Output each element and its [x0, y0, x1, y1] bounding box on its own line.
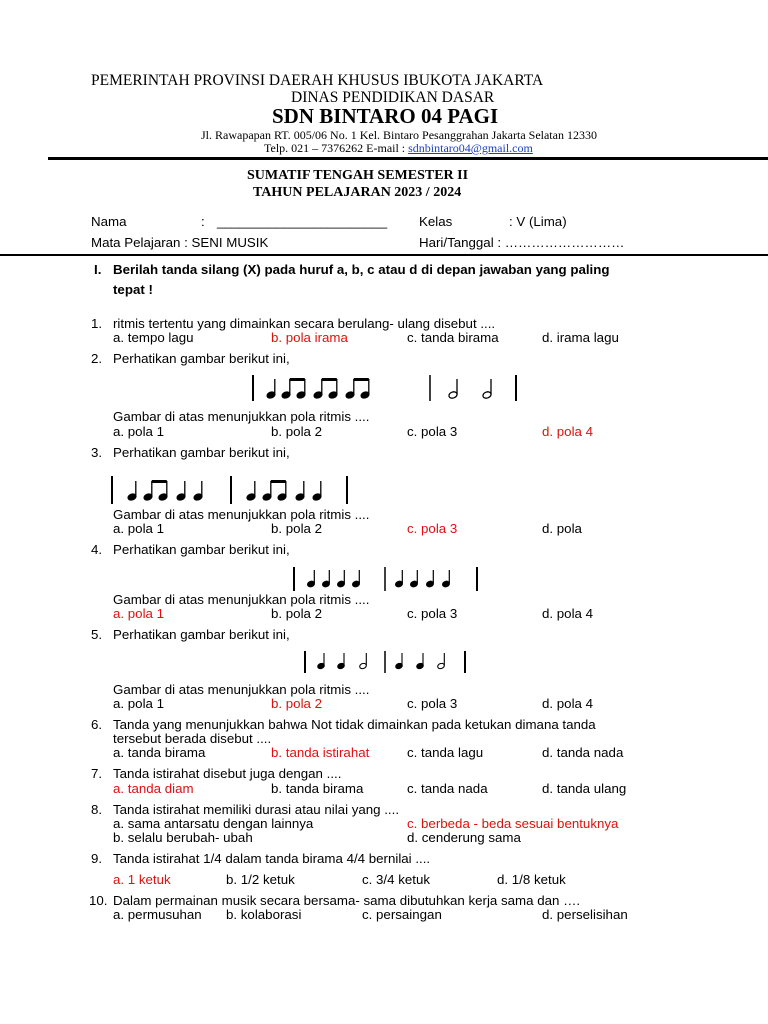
q3-number: 3.: [91, 445, 103, 460]
q4-text-2: Gambar di atas menunjukkan pola ritmis ....: [113, 592, 370, 607]
header-department: DINAS PENDIDIKAN DASAR: [291, 89, 495, 106]
q1-option-d[interactable]: d. irama lagu: [542, 330, 619, 345]
class-label: Kelas: [419, 214, 453, 229]
q6-number: 6.: [91, 717, 103, 732]
name-label: Nama: [91, 214, 127, 229]
q4-number: 4.: [91, 542, 103, 557]
q9-option-d[interactable]: d. 1/8 ketuk: [497, 872, 566, 887]
exam-title: SUMATIF TENGAH SEMESTER II: [247, 168, 469, 183]
q9-number: 9.: [91, 851, 103, 866]
q6-option-a[interactable]: a. tanda birama: [113, 745, 206, 760]
name-field[interactable]: _______________________: [217, 214, 388, 229]
q5-option-b[interactable]: b. pola 2: [271, 696, 323, 711]
q3-option-d[interactable]: d. pola: [542, 521, 582, 536]
email-link[interactable]: sdnbintaro04@gmail.com: [408, 141, 533, 155]
header-government: PEMERINTAH PROVINSI DAERAH KHUSUS IBUKOTA JAKARTA: [91, 72, 544, 89]
q3-text: Perhatikan gambar berikut ini,: [113, 445, 290, 460]
q4-option-d[interactable]: d. pola 4: [542, 606, 594, 621]
q4-option-c[interactable]: c. pola 3: [407, 606, 458, 621]
section-number: I.: [94, 262, 102, 277]
q2-number: 2.: [91, 351, 103, 366]
q7-number: 7.: [91, 766, 103, 781]
subject-label: Mata Pelajaran : SENI MUSIK: [91, 235, 269, 250]
q5-option-d[interactable]: d. pola 4: [542, 696, 594, 711]
phone-text: Telp. 021 – 7376262 E-mail :: [264, 141, 406, 155]
q7-option-b[interactable]: b. tanda birama: [271, 781, 364, 796]
q6-option-d[interactable]: d. tanda nada: [542, 745, 624, 760]
q6-text-2: tersebut berada disebut ....: [113, 731, 272, 746]
q10-text: Dalam permainan musik secara bersama- sama dibutuhkan kerja sama dan ….: [113, 893, 581, 908]
q6-text: Tanda yang menunjukkan bahwa Not tidak dimainkan pada ketukan dimana tanda: [113, 717, 596, 732]
q4-rhythm-notation: [288, 565, 484, 593]
q7-option-d[interactable]: d. tanda ulang: [542, 781, 627, 796]
section-instruction-cont: tepat !: [113, 282, 153, 297]
q3-option-b[interactable]: b. pola 2: [271, 521, 323, 536]
q9-text: Tanda istirahat 1/4 dalam tanda birama 4/4 bernilai ....: [113, 851, 431, 866]
q10-number: 10.: [89, 893, 108, 908]
school-address: Jl. Rawapapan RT. 005/06 No. 1 Kel. Bintaro Pesanggrahan Jakarta Selatan 12330: [201, 128, 597, 142]
q9-option-a[interactable]: a. 1 ketuk: [113, 872, 171, 887]
q6-option-c[interactable]: c. tanda lagu: [407, 745, 484, 760]
q5-number: 5.: [91, 627, 103, 642]
q10-option-d[interactable]: d. perselisihan: [542, 907, 628, 922]
q7-option-a[interactable]: a. tanda diam: [113, 781, 194, 796]
q9-option-b[interactable]: b. 1/2 ketuk: [226, 872, 295, 887]
q7-option-c[interactable]: c. tanda nada: [407, 781, 488, 796]
q10-option-b[interactable]: b. kolaborasi: [226, 907, 302, 922]
q8-text: Tanda istirahat memiliki durasi atau nilai yang ....: [113, 802, 400, 817]
name-colon: :: [201, 214, 205, 229]
q1-option-b[interactable]: b. pola irama: [271, 330, 348, 345]
q2-option-a[interactable]: a. pola 1: [113, 424, 165, 439]
q10-option-c[interactable]: c. persaingan: [362, 907, 442, 922]
q2-option-c[interactable]: c. pola 3: [407, 424, 458, 439]
q8-option-b[interactable]: b. selalu berubah- ubah: [113, 830, 253, 845]
q4-option-a[interactable]: a. pola 1: [113, 606, 165, 621]
q8-option-d[interactable]: d. cenderung sama: [407, 830, 521, 845]
q8-option-a[interactable]: a. sama antarsatu dengan lainnya: [113, 816, 314, 831]
q1-number: 1.: [91, 316, 103, 331]
q7-text: Tanda istirahat disebut juga dengan ....: [113, 766, 342, 781]
q6-option-b[interactable]: b. tanda istirahat: [271, 745, 370, 760]
q3-option-a[interactable]: a. pola 1: [113, 521, 165, 536]
section-instruction: Berilah tanda silang (X) pada huruf a, b, c atau d di depan jawaban yang paling: [113, 262, 610, 277]
q10-option-a[interactable]: a. permusuhan: [113, 907, 202, 922]
school-name: SDN BINTARO 04 PAGI: [272, 104, 499, 128]
q2-rhythm-notation: [245, 372, 525, 404]
q4-option-b[interactable]: b. pola 2: [271, 606, 323, 621]
q5-rhythm-notation: [300, 649, 472, 675]
q5-option-a[interactable]: a. pola 1: [113, 696, 165, 711]
school-contact: [264, 141, 533, 156]
q9-option-c[interactable]: c. 3/4 ketuk: [362, 872, 430, 887]
exam-year: TAHUN PELAJARAN 2023 / 2024: [253, 185, 462, 200]
class-value: : V (Lima): [509, 214, 567, 229]
header-divider: [48, 157, 768, 160]
q5-option-c[interactable]: c. pola 3: [407, 696, 458, 711]
q2-option-d[interactable]: d. pola 4: [542, 424, 594, 439]
q3-text-2: Gambar di atas menunjukkan pola ritmis ....: [113, 507, 370, 522]
q1-option-c[interactable]: c. tanda birama: [407, 330, 499, 345]
q3-rhythm-notation: [105, 474, 355, 506]
q1-text: ritmis tertentu yang dimainkan secara berulang- ulang disebut ....: [113, 316, 496, 331]
q1-option-a[interactable]: a. tempo lagu: [113, 330, 194, 345]
q2-text: Perhatikan gambar berikut ini,: [113, 351, 290, 366]
q4-text: Perhatikan gambar berikut ini,: [113, 542, 290, 557]
q5-text: Perhatikan gambar berikut ini,: [113, 627, 290, 642]
q2-option-b[interactable]: b. pola 2: [271, 424, 323, 439]
q2-text-2: Gambar di atas menunjukkan pola ritmis ....: [113, 409, 370, 424]
q5-text-2: Gambar di atas menunjukkan pola ritmis ....: [113, 682, 370, 697]
q8-option-c[interactable]: c. berbeda - beda sesuai bentuknya: [407, 816, 619, 831]
q3-option-c[interactable]: c. pola 3: [407, 521, 458, 536]
date-field[interactable]: Hari/Tanggal : ………………………: [419, 235, 625, 250]
q8-number: 8.: [91, 802, 103, 817]
info-divider: [0, 254, 768, 256]
